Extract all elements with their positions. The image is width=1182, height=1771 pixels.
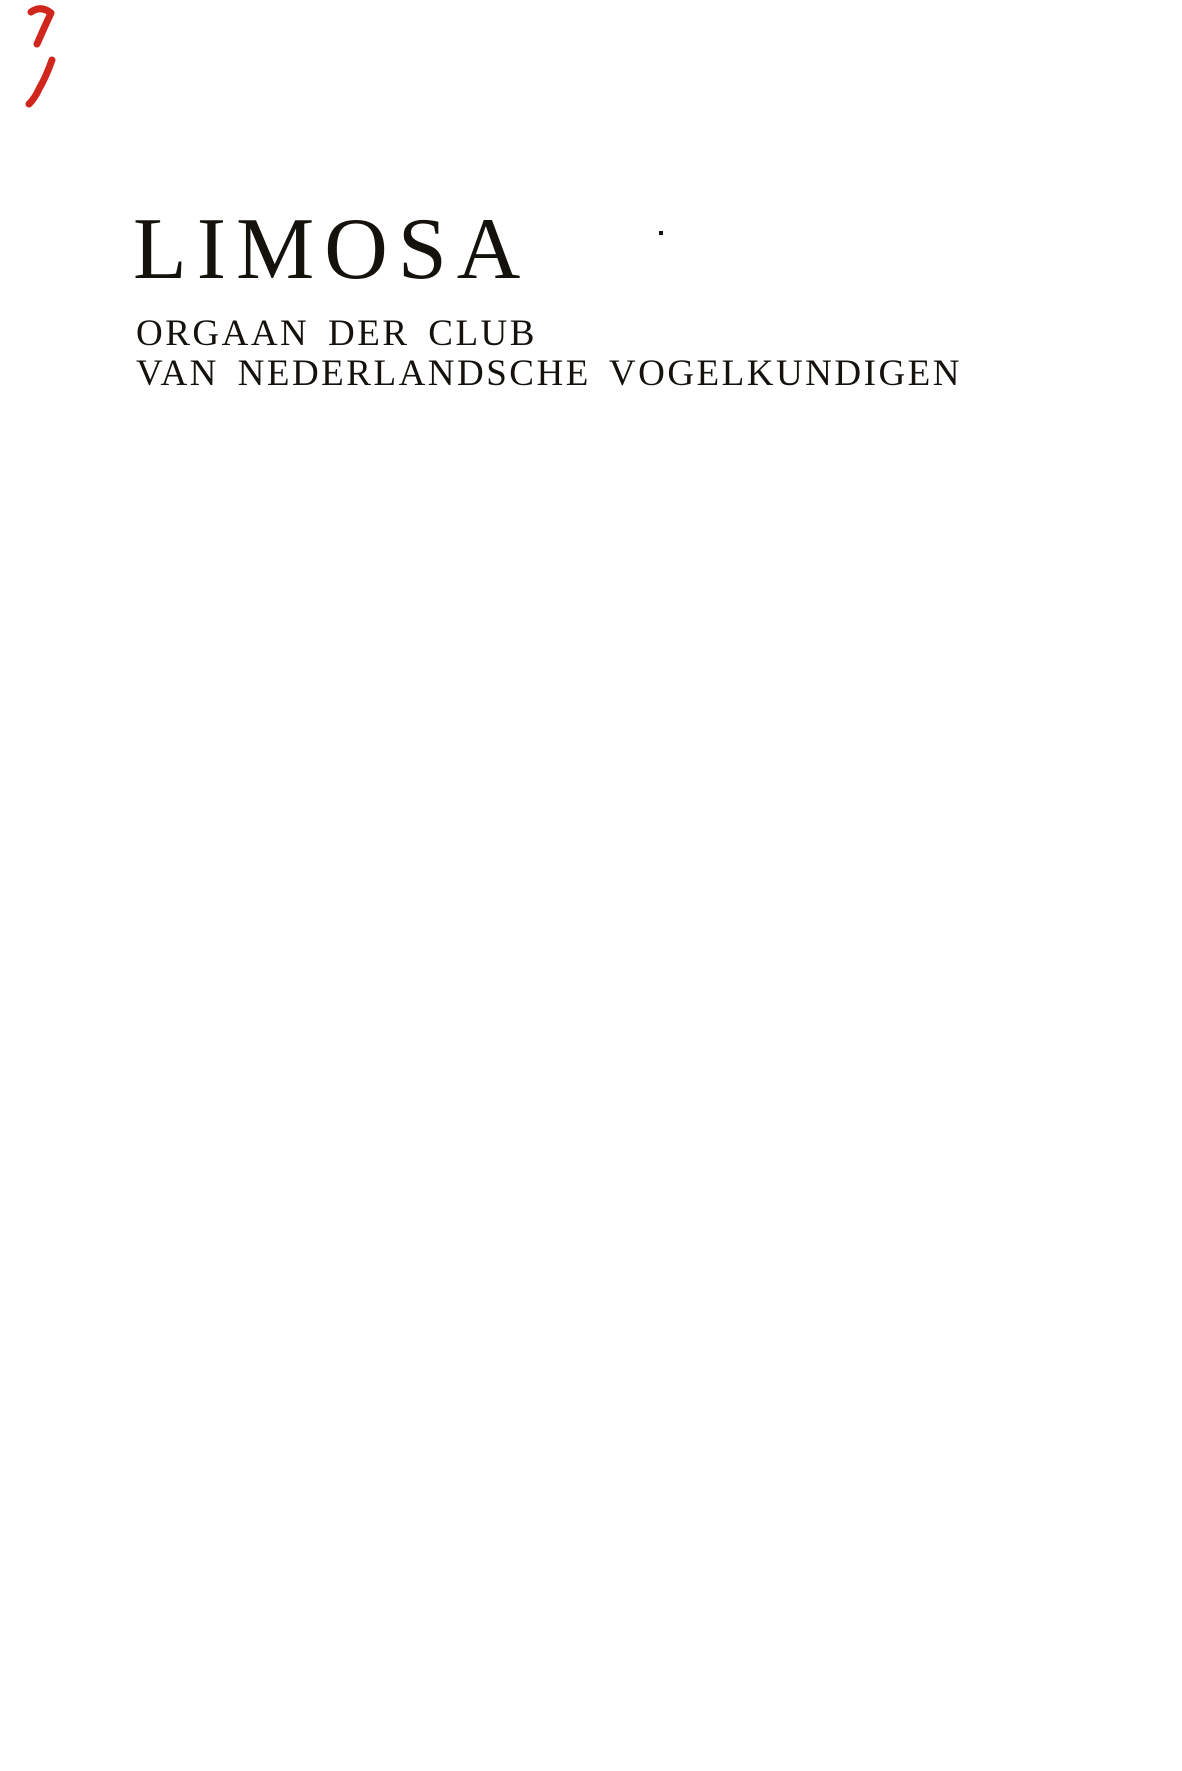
journal-subtitle — [136, 314, 962, 394]
subtitle-line-2: VAN NEDERLANDSCHE VOGELKUNDIGEN — [136, 353, 962, 394]
journal-title: LIMOSA — [133, 201, 531, 298]
subtitle-line-1: ORGAAN DER CLUB — [136, 313, 537, 354]
red-pen-marks-icon — [22, 2, 62, 112]
ink-speck-dot — [659, 231, 663, 235]
